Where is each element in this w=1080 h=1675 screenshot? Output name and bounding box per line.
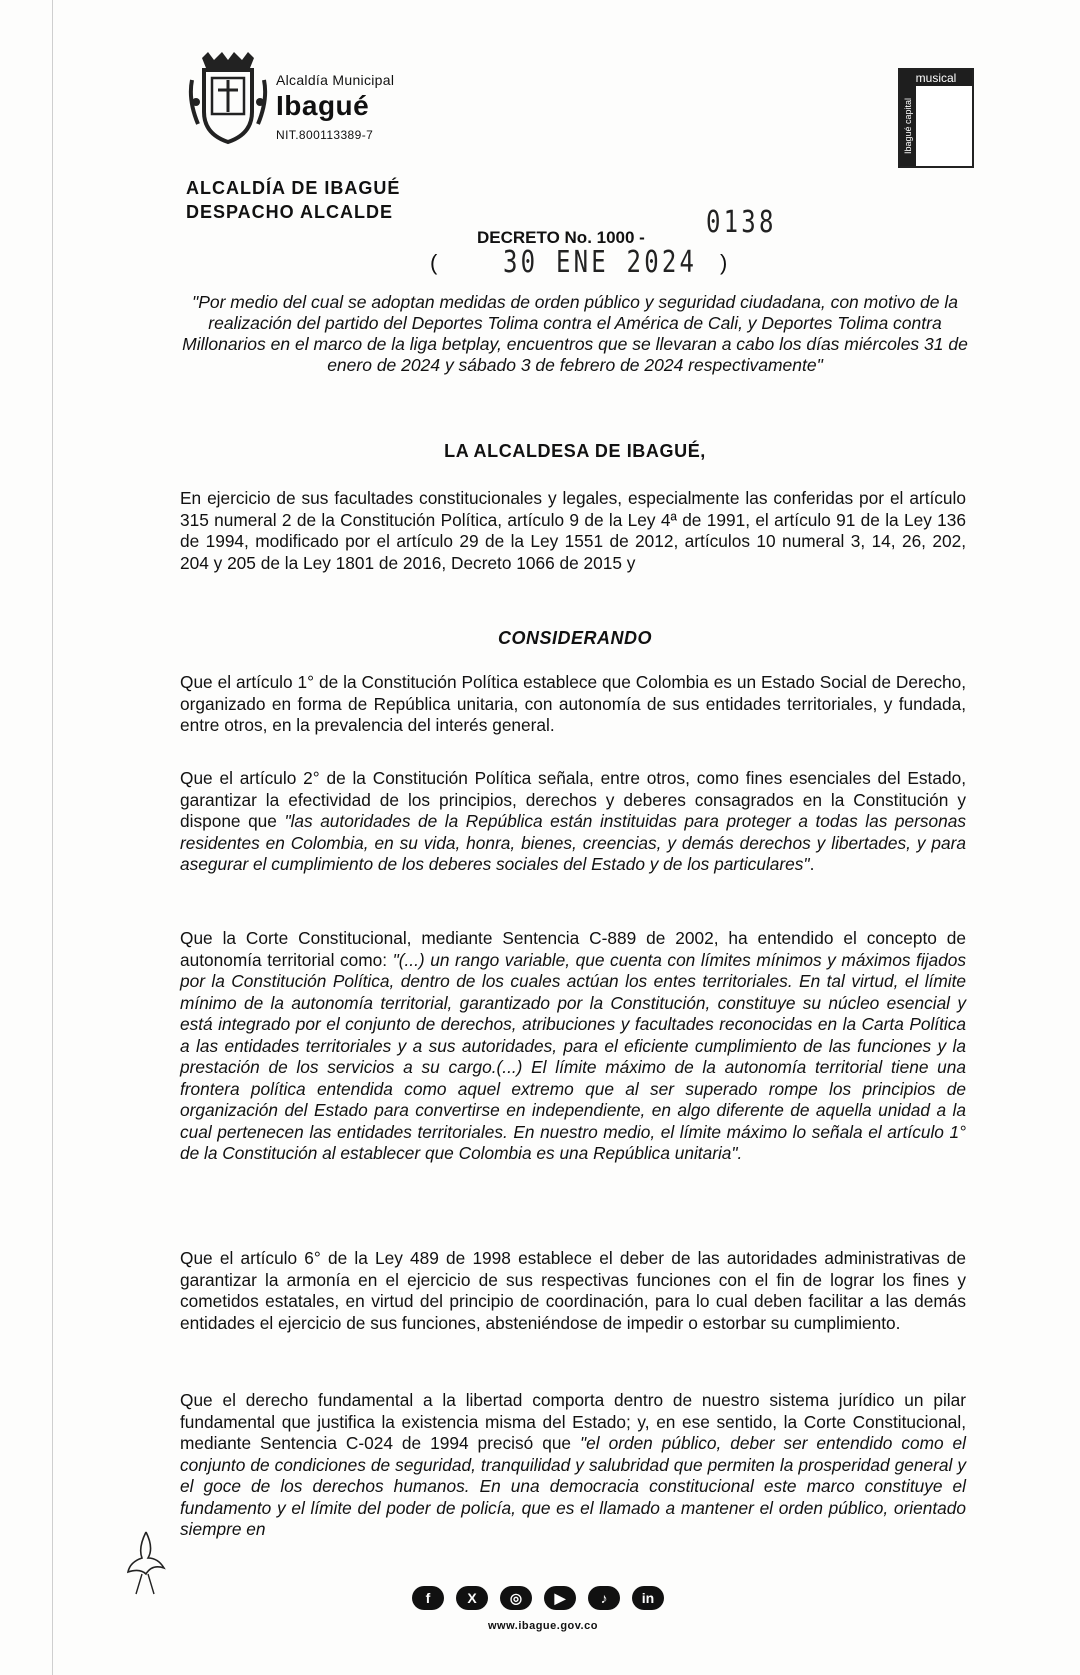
decree-label: DECRETO No. 1000 - xyxy=(477,228,645,247)
paragraph-sentencia-c889-text: Que la Corte Constitucional, mediante Sentencia C-889 de 2002, ha entendido el concepto de autonomía territorial como: xyxy=(180,928,966,970)
musical-capital-stamp xyxy=(898,68,974,168)
stamp-side-label: Ibagué capital xyxy=(900,86,916,166)
logo-line-1: Alcaldía Municipal xyxy=(276,72,395,88)
office-line-1: ALCALDÍA DE IBAGUÉ xyxy=(186,178,401,198)
paragraph-orden-publico-text: Que el derecho fundamental a la libertad comporta dentro de nuestro sistema jurídico un pilar fundamental que justifica la existencia misma del Estado; y, en ese sentido, la Corte Constitucional, mediante Sentencia C-024 de 1994 precisó que xyxy=(180,1390,966,1453)
handwritten-initials xyxy=(124,1528,168,1598)
stamp-top-label: musical xyxy=(900,70,972,86)
scan-edge-line xyxy=(52,0,53,1675)
instagram-icon: ◎ xyxy=(500,1586,532,1610)
linkedin-icon: in xyxy=(632,1586,664,1610)
social-icons xyxy=(412,1586,664,1610)
paragraph-article-2-text: Que el artículo 2° de la Constitución Política señala, entre otros, como fines esenciales del Estado, garantizar la efectividad de los principios, derechos y deberes consagrados en la Constitución y dispone que xyxy=(180,768,966,831)
paragraph-article-2 xyxy=(180,768,966,876)
facebook-icon: f xyxy=(412,1586,444,1610)
paragraph-ley-489: Que el artículo 6° de la Ley 489 de 1998 establece el deber de las autoridades administrativas de garantizar la armonía en el ejercicio de sus respectivas funciones con el fin de lograr los fines y cometidos estatales, en virtud del principio de coordinación, para lo cual deben facilitar a las demás entidades el ejercicio de sus funciones, absteniéndose de impedir o estorbar su cumplimiento. xyxy=(180,1248,966,1333)
decree-number: 0138 xyxy=(706,205,777,240)
paragraph-sentencia-c889-quote: "(...) un rango variable, que cuenta con límites mínimos y máximos fijados por la Constitución Política, dentro de los cuales actúan los entes territoriales. En tal virtud, el límite mínimo de la autonomía territorial, garantizado por la Constitución, constituye su núcleo esencial y está integrado por el conjunto de derechos, atribuciones y facultades reconocidas en la Carta Política a las entidades territoriales y a sus autoridades, para el eficiente cumplimiento de las funciones y la prestación de los servicios a su cargo.(...) El límite máximo de la autonomía territorial tiene una frontera política entendida como aquel extremo que al ser superado rompe los principios de organización del Estado para convertirse en independiente, en algo diferente de aquella unidad a la cual pertenecen las entidades territoriales. En nuestro medio, el límite máximo lo señala el artículo 1° de la Constitución al establecer que Colombia es una República unitaria". xyxy=(180,949,966,1163)
paragraph-article-2-quote: "las autoridades de la República están instituidas para proteger a todas las personas residentes en Colombia, en su vida, honra, bienes, creencias, y demás derechos y libertades, y para asegurar el cumplimiento de los deberes sociales del Estado y de los particulares" xyxy=(180,811,966,874)
office-heading xyxy=(186,176,400,224)
considerando-heading: CONSIDERANDO xyxy=(497,628,652,648)
paragraph-orden-publico xyxy=(180,1390,966,1541)
youtube-icon: ▶ xyxy=(544,1586,576,1610)
paragraph-article-1: Que el artículo 1° de la Constitución Política establece que Colombia es un Estado Social de Derecho, organizado en forma de República unitaria, con autonomía de sus entidades territoriales, y fundada, entre otros, en la prevalencia del interés general. xyxy=(180,672,966,735)
office-line-2: DESPACHO ALCALDE xyxy=(186,202,394,222)
website-url: www.ibague.gov.co xyxy=(488,1620,598,1632)
coat-of-arms-logo xyxy=(188,50,268,146)
authority-heading: LA ALCALDESA DE IBAGUÉ, xyxy=(444,441,706,461)
date-paren-open: ( xyxy=(430,250,438,275)
nit-number: NIT.800113389-7 xyxy=(276,128,374,142)
paragraph-article-2-end: . xyxy=(809,854,815,874)
faculties-paragraph: En ejercicio de sus facultades constitucionales y legales, especialmente las conferidas por el artículo 315 numeral 2 de la Constitución Política, artículo 9 de la Ley 4ª de 1991, el artículo 91 de la Ley 136 de 1994, modificado por el artículo 29 de la Ley 1551 de 2012, artículos 10 numeral 3, 14, 26, 202, 204 y 205 de la Ley 1801 de 2016, Decreto 1066 de 2015 y xyxy=(180,488,966,573)
decree-title: "Por medio del cual se adoptan medidas de orden público y seguridad ciudadana, con motivo de la realización del partido del Deportes Tolima contra el América de Cali, y Deportes Tolima contra Millonarios en el marco de la liga betplay, encuentros que se llevaran a cabo los días miércoles 31 de enero de 2024 y sábado 3 de febrero de 2024 respectivamente" xyxy=(182,292,968,375)
logo-line-2: Ibagué xyxy=(276,90,370,121)
date-paren-close: ) xyxy=(720,250,728,275)
municipality-label xyxy=(276,72,394,142)
decree-date: 30 ENE 2024 xyxy=(503,245,698,280)
x-icon: X xyxy=(456,1586,488,1610)
tiktok-icon: ♪ xyxy=(588,1586,620,1610)
paragraph-sentencia-c889 xyxy=(180,928,966,1165)
paragraph-orden-publico-quote: "el orden público, deber ser entendido como el conjunto de condiciones de seguridad, tranquilidad y salubridad que permiten la prosperidad general y el goce de los derechos humanos. En una democracia constitucional este marco constituye el fundamento y el límite del poder de policía, que es el llamado a mantener el orden público, orientado siempre en xyxy=(180,1433,966,1539)
